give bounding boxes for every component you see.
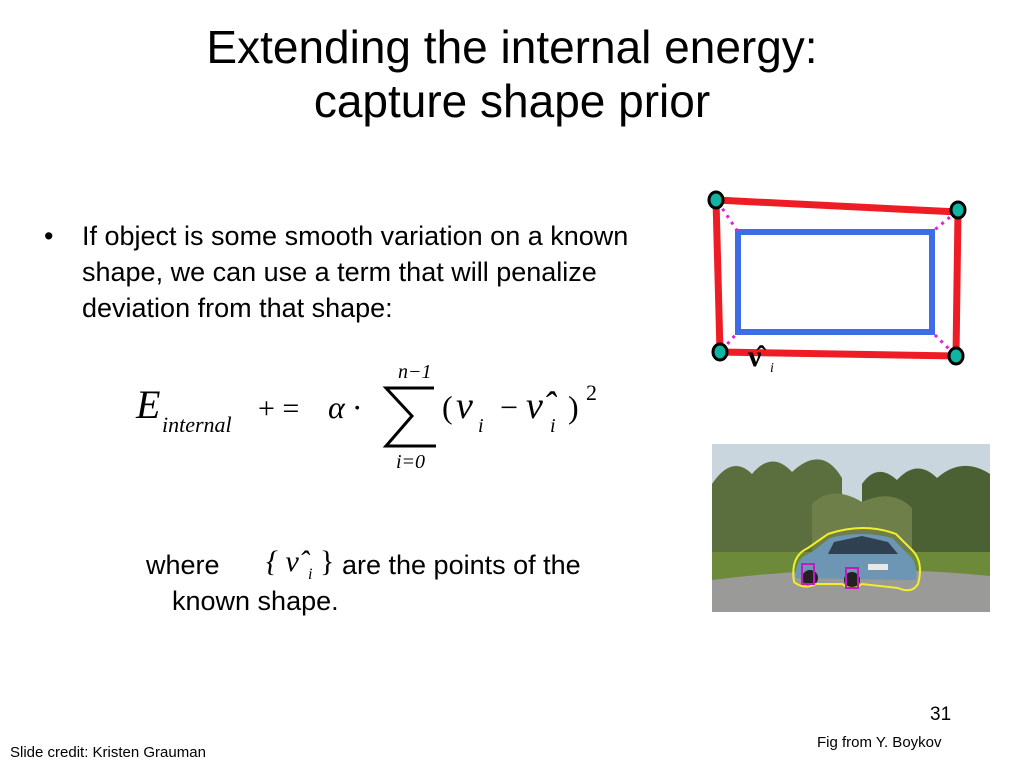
set-subscript: i <box>308 566 313 583</box>
equation-coefficient: α · <box>328 389 361 425</box>
equation-lhs-subscript: internal <box>162 412 232 437</box>
equation-lhs: E <box>136 382 161 427</box>
open-paren: ( <box>442 389 453 425</box>
equation-exponent: 2 <box>586 380 597 405</box>
term-v-subscript: i <box>478 415 484 437</box>
figure-credit: Fig from Y. Boykov <box>817 734 942 751</box>
vertex-top-right <box>951 202 965 218</box>
contour-vertices <box>709 192 965 364</box>
sum-lower-limit: i=0 <box>396 451 426 473</box>
slide-title <box>0 20 1024 128</box>
summation-sign <box>386 388 436 446</box>
term-v-hat-subscript: i <box>550 415 556 437</box>
shape-prior-diagram <box>700 186 980 378</box>
minus-sign: − <box>500 389 519 425</box>
where-text-line-2: known shape. <box>172 586 339 616</box>
vertex-bottom-left <box>713 344 727 360</box>
figure-label-subscript: i <box>770 361 774 376</box>
vertex-bottom-right <box>949 348 963 364</box>
known-points-set <box>264 539 354 583</box>
known-shape-rectangle <box>738 232 932 332</box>
bullet-symbol: • <box>44 221 54 251</box>
equation-operator: + = <box>258 392 300 425</box>
term-v: ν <box>456 385 473 427</box>
vertex-top-left <box>709 192 723 208</box>
bullet-text: If object is some smooth variation on a known shape, we can use a term that will penalize deviation from that shape: <box>82 221 629 323</box>
internal-energy-equation <box>130 358 610 476</box>
close-paren: ) <box>568 389 579 425</box>
car-segmentation-photo <box>712 444 990 612</box>
set-open: { ν̂ <box>266 545 299 578</box>
page-number: 31 <box>930 704 952 725</box>
figure-label-v-hat: ν̂ <box>748 340 762 373</box>
term-v-hat: ν̂ <box>526 385 543 427</box>
title-line-1: Extending the internal energy: <box>206 21 818 73</box>
set-close: } <box>320 545 335 578</box>
slide-credit: Slide credit: Kristen Grauman <box>10 744 206 761</box>
title-line-2: capture shape prior <box>313 75 711 127</box>
where-label: where <box>146 550 220 580</box>
sum-upper-limit: n−1 <box>398 361 432 383</box>
where-text-line-1: are the points of the <box>342 550 581 580</box>
